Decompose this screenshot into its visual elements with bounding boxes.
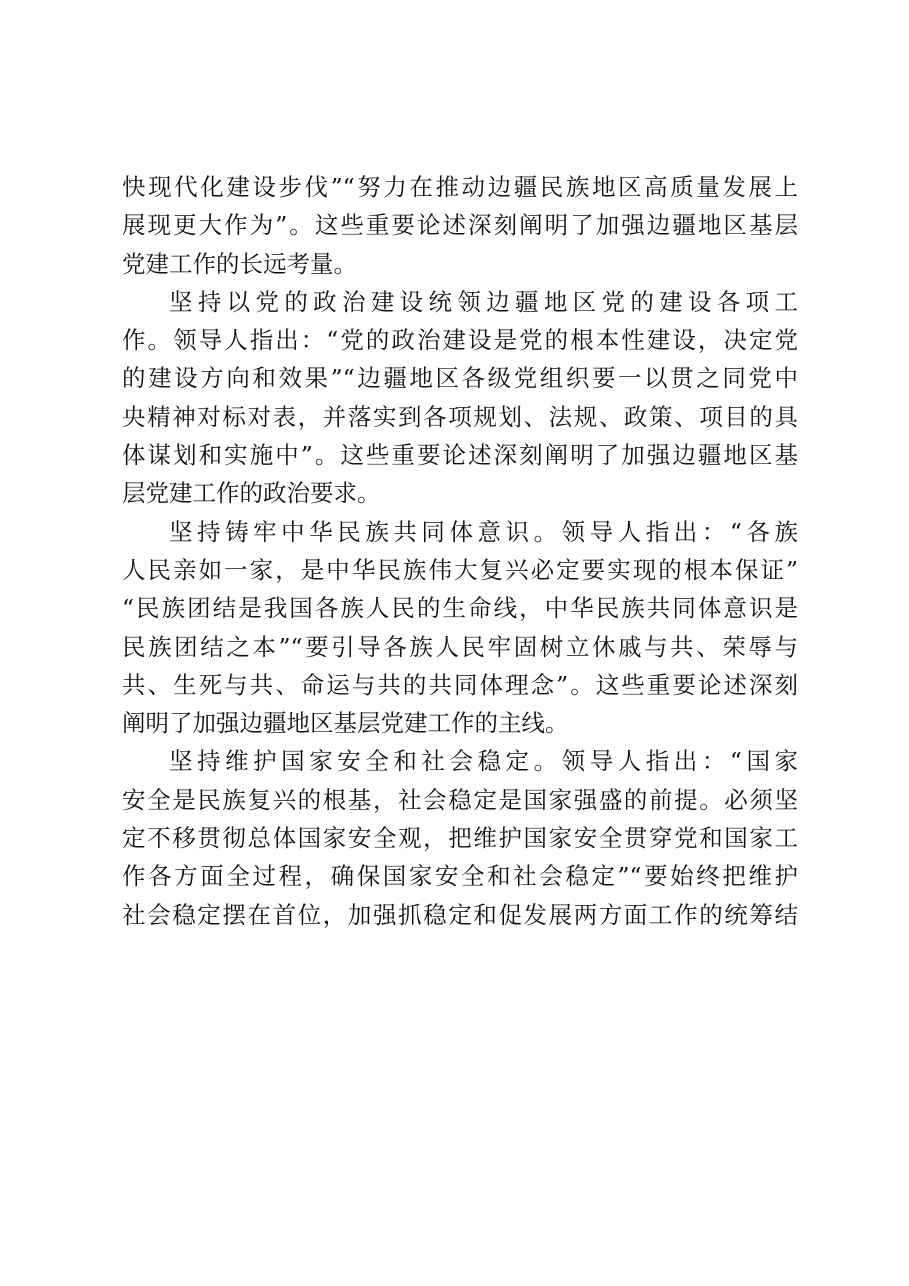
text-line: 层党建工作的政治要求。 (122, 479, 381, 508)
text-line: 展现更大作为”。这些重要论述深刻阐明了加强边疆地区基层 (122, 211, 798, 240)
text-line: 坚持以党的政治建设统领边疆地区党的建设各项工 (169, 287, 798, 316)
text-line: “民族团结是我国各族人民的生命线，中华民族共同体意识是 (122, 594, 798, 623)
text-line: 坚持铸牢中华民族共同体意识。领导人指出：“各族 (169, 517, 798, 546)
text-line: 体谋划和实施中”。这些重要论述深刻阐明了加强边疆地区基 (122, 441, 798, 470)
text-line: 央精神对标对表，并落实到各项规划、法规、政策、项目的具 (122, 402, 798, 431)
text-line: 定不移贯彻总体国家安全观，把维护国家安全贯穿党和国家工 (122, 824, 798, 853)
paragraph-1 (122, 168, 798, 283)
text-line: 人民亲如一家，是中华民族伟大复兴必定要实现的根本保证” (122, 555, 798, 584)
text-line: 的建设方向和效果”“边疆地区各级党组织要一以贯之同党中 (122, 364, 798, 393)
text-line: 快现代化建设步伐”“努力在推动边疆民族地区高质量发展上 (122, 173, 798, 201)
text-line: 社会稳定摆在首位，加强抓稳定和促发展两方面工作的统筹结 (122, 900, 798, 929)
text-line: 阐明了加强边疆地区基层党建工作的主线。 (122, 709, 569, 738)
paragraph-2 (122, 283, 798, 513)
text-line: 作各方面全过程，确保国家安全和社会稳定”“要始终把维护 (122, 862, 798, 891)
text-line: 党建工作的长远考量。 (122, 249, 357, 278)
text-line: 安全是民族复兴的根基，社会稳定是国家强盛的前提。必须坚 (122, 785, 798, 814)
text-line: 民族团结之本”“要引导各族人民牢固树立休戚与共、荣辱与 (122, 632, 798, 661)
paragraph-4 (122, 742, 798, 933)
paragraph-3 (122, 513, 798, 743)
text-line: 坚持维护国家安全和社会稳定。领导人指出：“国家 (169, 747, 798, 776)
text-line: 共、生死与共、命运与共的共同体理念”。这些重要论述深刻 (122, 670, 798, 699)
text-line: 作。领导人指出：“党的政治建设是党的根本性建设，决定党 (122, 326, 798, 355)
document-body (122, 168, 798, 934)
